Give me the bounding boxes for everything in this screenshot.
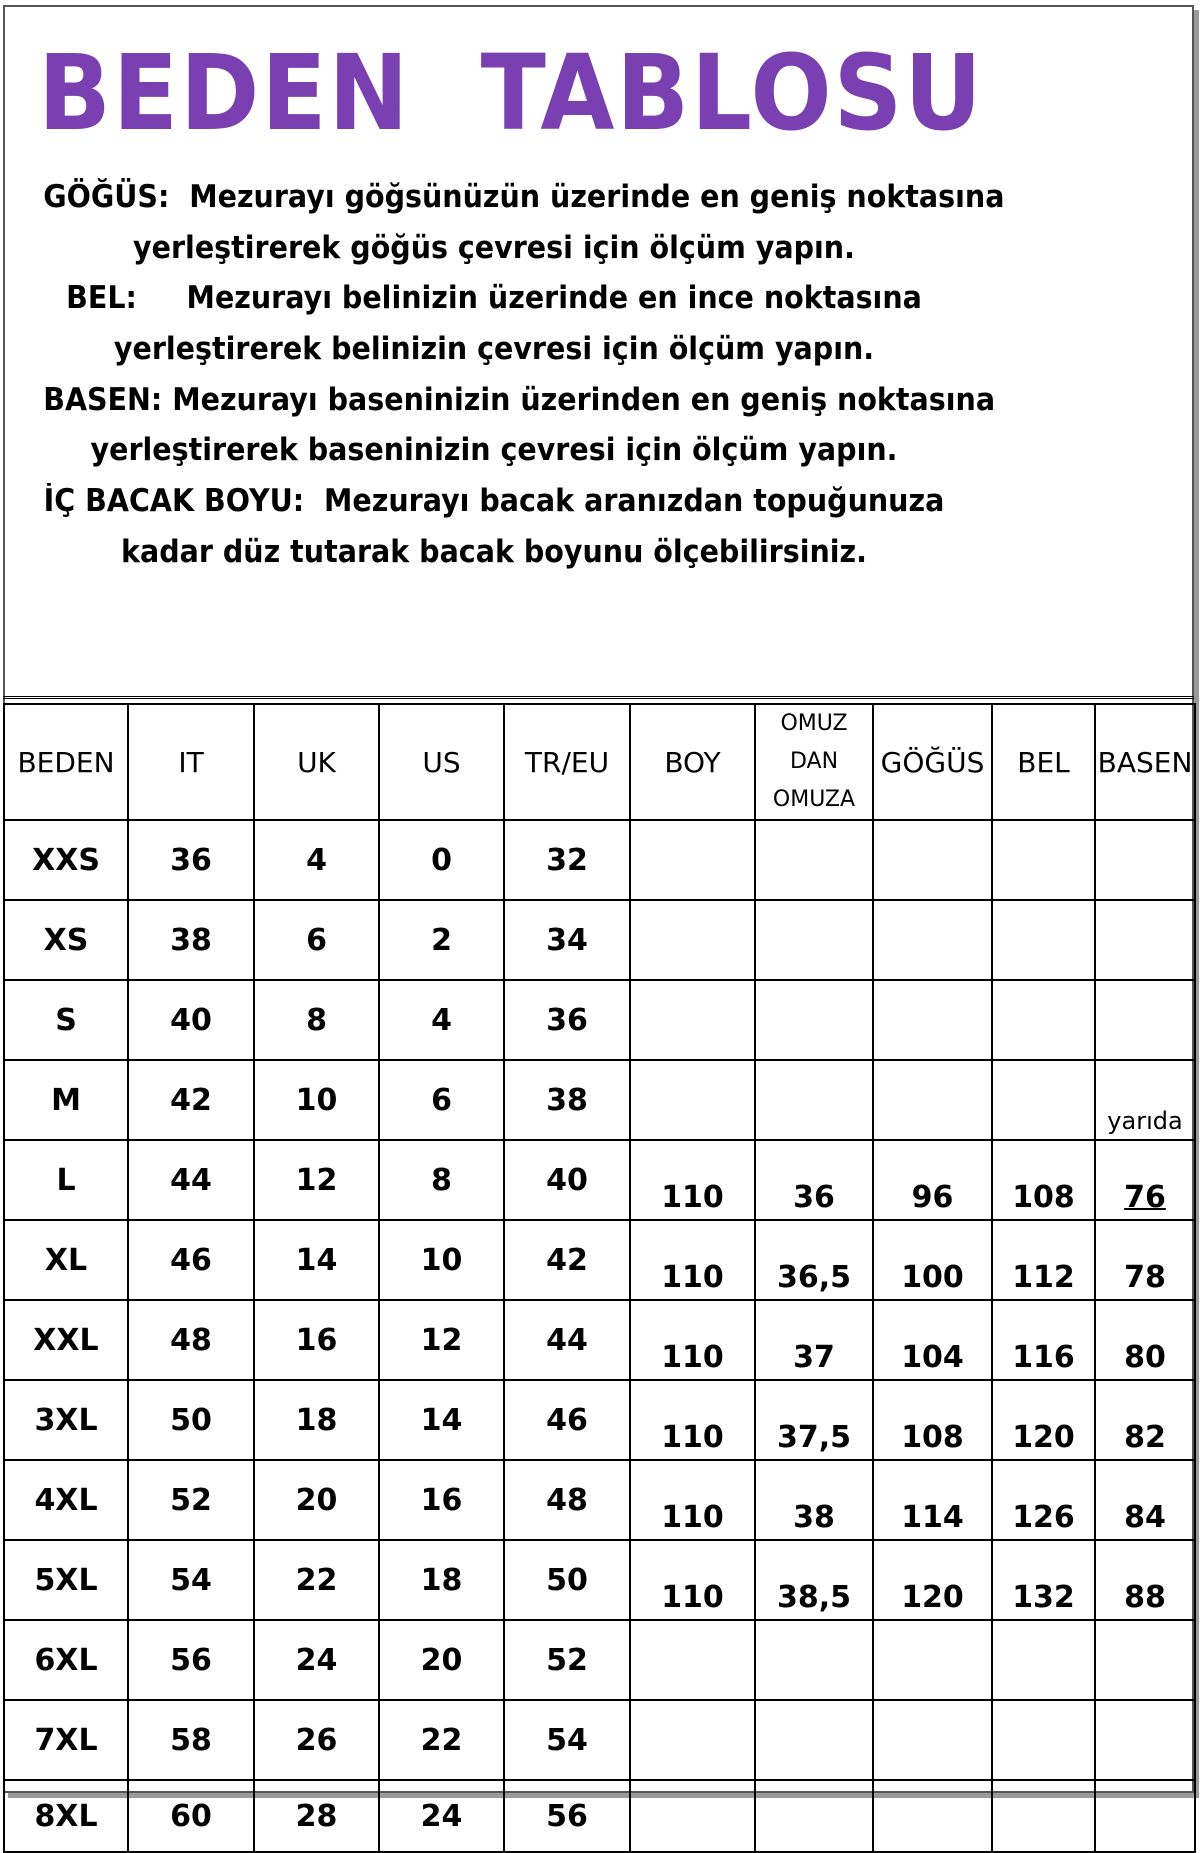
table-row — [4, 1540, 1195, 1620]
cell-boy — [630, 1620, 755, 1700]
cell-tr-eu: 38 — [504, 1060, 630, 1140]
table-row — [4, 1460, 1195, 1540]
basen-note-text: yarıda — [1107, 1107, 1183, 1135]
table-row — [4, 980, 1195, 1060]
table-row — [4, 1620, 1195, 1700]
table-row — [4, 1060, 1195, 1140]
instruction-line: İÇ BACAK BOYU: Mezurayı bacak aranızdan topuğunuza — [43, 483, 945, 520]
instruction-line: yerleştirerek baseninizin çevresi için ölçüm yapın. — [90, 432, 898, 469]
cell-uk: 8 — [254, 980, 379, 1060]
cell-us: 2 — [379, 900, 504, 980]
header-uk: UK — [254, 704, 379, 820]
cell-basen: 78 — [1095, 1220, 1195, 1300]
cell-boy — [630, 1700, 755, 1780]
cell-it: 42 — [128, 1060, 254, 1140]
cell-bel: 108 — [992, 1140, 1095, 1220]
cell-beden: S — [4, 980, 128, 1060]
cell-omuz: 38,5 — [755, 1540, 873, 1620]
cell-gogus: 96 — [873, 1140, 992, 1220]
cell-bel — [992, 1780, 1095, 1852]
cell-us: 0 — [379, 820, 504, 900]
header-boy: BOY — [630, 704, 755, 820]
cell-beden: L — [4, 1140, 128, 1220]
instruction-line: GÖĞÜS: Mezurayı göğsünüzün üzerinde en geniş noktasına — [43, 179, 1005, 215]
cell-omuz: 37 — [755, 1300, 873, 1380]
cell-omuz: 37,5 — [755, 1380, 873, 1460]
cell-uk: 14 — [254, 1220, 379, 1300]
cell-uk: 22 — [254, 1540, 379, 1620]
cell-it: 36 — [128, 820, 254, 900]
cell-bel — [992, 820, 1095, 900]
cell-tr-eu: 40 — [504, 1140, 630, 1220]
instruction-line: kadar düz tutarak bacak boyunu ölçebilirsiniz. — [121, 533, 867, 570]
cell-bel — [992, 980, 1095, 1060]
header-bel: BEL — [992, 704, 1095, 820]
cell-it: 48 — [128, 1300, 254, 1380]
header-gogus: GÖĞÜS — [873, 704, 992, 820]
instruction-line: BASEN: Mezurayı baseninizin üzerinden en geniş noktasına — [43, 381, 996, 418]
table-row — [4, 820, 1195, 900]
table-header-row — [4, 704, 1195, 820]
cell-omuz — [755, 1780, 873, 1852]
cell-gogus — [873, 900, 992, 980]
table-body — [4, 820, 1195, 1852]
cell-gogus — [873, 1620, 992, 1700]
cell-beden: XL — [4, 1220, 128, 1300]
cell-it: 58 — [128, 1700, 254, 1780]
cell-tr-eu: 36 — [504, 980, 630, 1060]
cell-it: 46 — [128, 1220, 254, 1300]
header-it: IT — [128, 704, 254, 820]
cell-it: 52 — [128, 1460, 254, 1540]
cell-basen — [1095, 1140, 1195, 1220]
cell-us: 24 — [379, 1780, 504, 1852]
cell-boy: 110 — [630, 1220, 755, 1300]
cell-boy — [630, 900, 755, 980]
header-beden: BEDEN — [4, 704, 128, 820]
cell-gogus: 100 — [873, 1220, 992, 1300]
cell-omuz: 36,5 — [755, 1220, 873, 1300]
cell-beden: XS — [4, 900, 128, 980]
cell-tr-eu: 32 — [504, 820, 630, 900]
header-basen: BASEN — [1095, 704, 1195, 820]
cell-uk: 6 — [254, 900, 379, 980]
cell-basen: 80 — [1095, 1300, 1195, 1380]
cell-bel: 132 — [992, 1540, 1095, 1620]
cell-beden: 7XL — [4, 1700, 128, 1780]
cell-us: 16 — [379, 1460, 504, 1540]
cell-bel — [992, 1620, 1095, 1700]
basen-value-underlined: 76 — [1124, 1180, 1166, 1215]
cell-uk: 20 — [254, 1460, 379, 1540]
cell-us: 10 — [379, 1220, 504, 1300]
cell-uk: 4 — [254, 820, 379, 900]
cell-uk: 10 — [254, 1060, 379, 1140]
cell-bel: 126 — [992, 1460, 1095, 1540]
cell-boy: 110 — [630, 1460, 755, 1540]
cell-gogus — [873, 820, 992, 900]
cell-basen — [1095, 1780, 1195, 1852]
cell-uk: 12 — [254, 1140, 379, 1220]
cell-omuz — [755, 1620, 873, 1700]
cell-beden: M — [4, 1060, 128, 1140]
measurement-instructions — [4, 172, 1005, 578]
cell-tr-eu: 46 — [504, 1380, 630, 1460]
cell-it: 60 — [128, 1780, 254, 1852]
cell-bel: 112 — [992, 1220, 1095, 1300]
page-title: BEDEN TABLOSU — [38, 32, 984, 154]
cell-it: 56 — [128, 1620, 254, 1700]
cell-uk: 26 — [254, 1700, 379, 1780]
cell-basen-note — [1095, 1060, 1195, 1140]
cell-basen: 84 — [1095, 1460, 1195, 1540]
cell-bel: 120 — [992, 1380, 1095, 1460]
cell-it: 54 — [128, 1540, 254, 1620]
cell-bel: 116 — [992, 1300, 1095, 1380]
cell-basen: 88 — [1095, 1540, 1195, 1620]
cell-uk: 28 — [254, 1780, 379, 1852]
cell-omuz — [755, 1060, 873, 1140]
instruction-line: yerleştirerek belinizin çevresi için ölçüm yapın. — [113, 331, 875, 368]
cell-gogus — [873, 980, 992, 1060]
cell-us: 20 — [379, 1620, 504, 1700]
cell-beden: XXL — [4, 1300, 128, 1380]
cell-basen: 82 — [1095, 1380, 1195, 1460]
instruction-line: BEL: Mezurayı belinizin üzerinde en ince noktasına — [66, 280, 922, 317]
cell-beden: 6XL — [4, 1620, 128, 1700]
cell-boy — [630, 1060, 755, 1140]
table-row — [4, 1140, 1195, 1220]
header-tr-eu: TR/EU — [504, 704, 630, 820]
cell-basen — [1095, 820, 1195, 900]
cell-boy: 110 — [630, 1540, 755, 1620]
cell-boy: 110 — [630, 1300, 755, 1380]
cell-tr-eu: 56 — [504, 1780, 630, 1852]
cell-beden: XXS — [4, 820, 128, 900]
cell-us: 4 — [379, 980, 504, 1060]
size-table — [3, 703, 1196, 1853]
cell-bel — [992, 900, 1095, 980]
table-row — [4, 1700, 1195, 1780]
cell-uk: 18 — [254, 1380, 379, 1460]
cell-us: 6 — [379, 1060, 504, 1140]
size-table-wrapper — [3, 696, 1194, 1853]
cell-gogus: 108 — [873, 1380, 992, 1460]
cell-basen — [1095, 1620, 1195, 1700]
cell-gogus: 104 — [873, 1300, 992, 1380]
cell-us: 14 — [379, 1380, 504, 1460]
cell-tr-eu: 52 — [504, 1620, 630, 1700]
cell-boy: 110 — [630, 1140, 755, 1220]
cell-omuz — [755, 820, 873, 900]
table-row — [4, 1300, 1195, 1380]
table-row — [4, 1220, 1195, 1300]
cell-tr-eu: 50 — [504, 1540, 630, 1620]
cell-us: 18 — [379, 1540, 504, 1620]
cell-us: 8 — [379, 1140, 504, 1220]
cell-boy: 110 — [630, 1380, 755, 1460]
cell-tr-eu: 54 — [504, 1700, 630, 1780]
cell-omuz — [755, 980, 873, 1060]
cell-tr-eu: 48 — [504, 1460, 630, 1540]
cell-basen — [1095, 900, 1195, 980]
cell-uk: 16 — [254, 1300, 379, 1380]
cell-tr-eu: 44 — [504, 1300, 630, 1380]
cell-gogus — [873, 1700, 992, 1780]
cell-us: 12 — [379, 1300, 504, 1380]
cell-gogus — [873, 1780, 992, 1852]
cell-it: 40 — [128, 980, 254, 1060]
cell-beden: 5XL — [4, 1540, 128, 1620]
cell-gogus: 120 — [873, 1540, 992, 1620]
cell-tr-eu: 34 — [504, 900, 630, 980]
instruction-line: yerleştirerek göğüs çevresi için ölçüm yapın. — [133, 229, 855, 266]
cell-boy — [630, 1780, 755, 1852]
cell-gogus — [873, 1060, 992, 1140]
cell-omuz: 38 — [755, 1460, 873, 1540]
cell-uk: 24 — [254, 1620, 379, 1700]
cell-it: 50 — [128, 1380, 254, 1460]
cell-it: 38 — [128, 900, 254, 980]
cell-omuz: 36 — [755, 1140, 873, 1220]
cell-boy — [630, 980, 755, 1060]
table-row — [4, 1380, 1195, 1460]
cell-bel — [992, 1700, 1095, 1780]
table-row — [4, 1780, 1195, 1852]
cell-us: 22 — [379, 1700, 504, 1780]
cell-basen — [1095, 1700, 1195, 1780]
cell-omuz — [755, 900, 873, 980]
cell-tr-eu: 42 — [504, 1220, 630, 1300]
table-row — [4, 900, 1195, 980]
cell-boy — [630, 820, 755, 900]
cell-beden: 8XL — [4, 1780, 128, 1852]
cell-beden: 4XL — [4, 1460, 128, 1540]
cell-basen — [1095, 980, 1195, 1060]
cell-it: 44 — [128, 1140, 254, 1220]
cell-bel — [992, 1060, 1095, 1140]
cell-beden: 3XL — [4, 1380, 128, 1460]
header-omuzdan-omuza: OMUZ DAN OMUZA — [755, 704, 873, 820]
cell-gogus: 114 — [873, 1460, 992, 1540]
cell-omuz — [755, 1700, 873, 1780]
header-us: US — [379, 704, 504, 820]
